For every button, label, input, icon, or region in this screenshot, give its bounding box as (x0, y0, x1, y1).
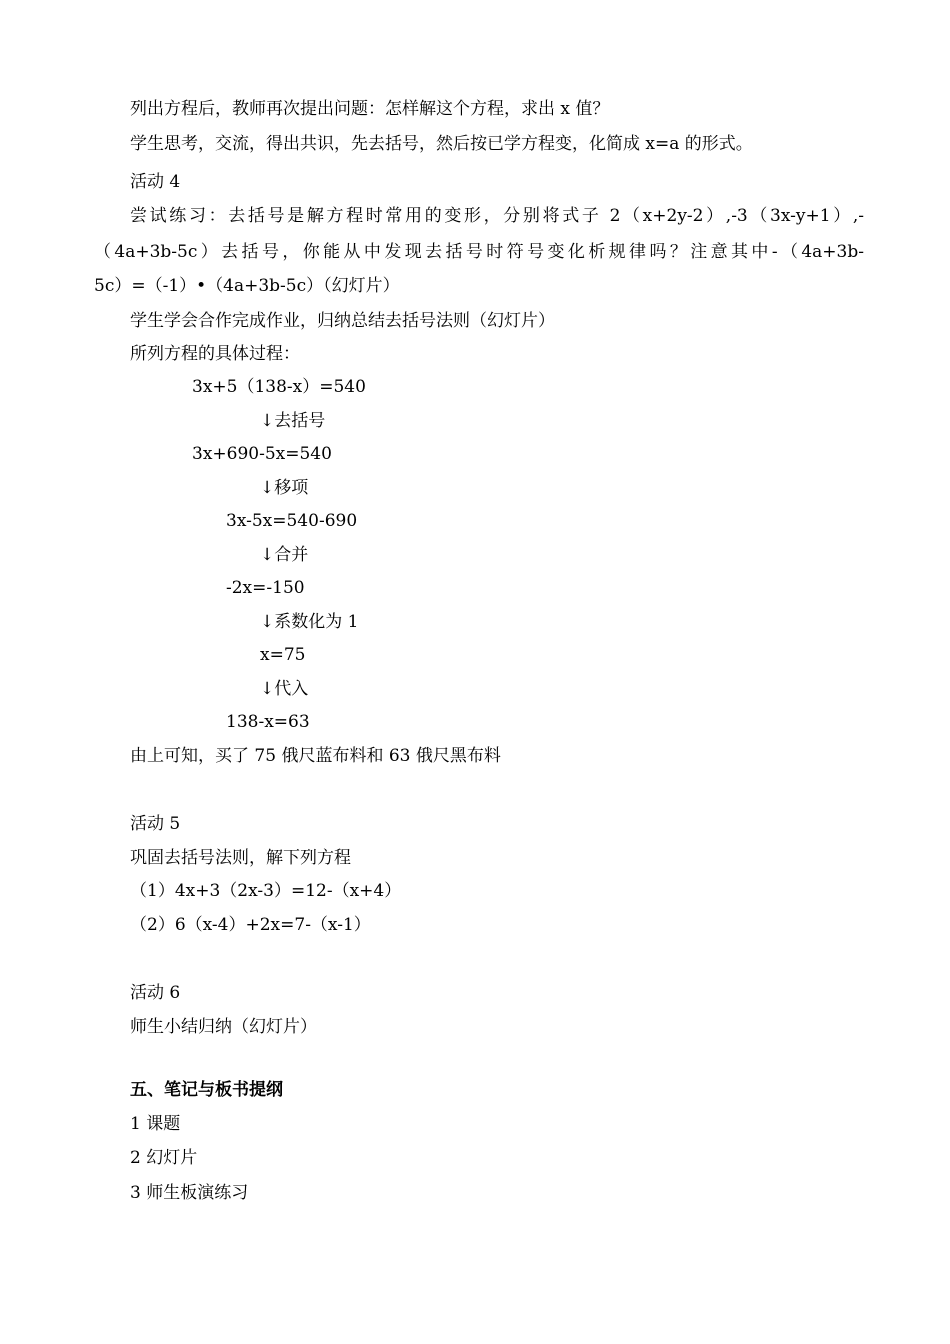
activity-4-heading: 活动 4 (130, 172, 181, 192)
paragraph-process-label: 所列方程的具体过程： (130, 344, 300, 364)
exercise-equation-2: （2）6（x-4）+2x=7-（x-1） (130, 915, 371, 935)
paragraph-conclusion: 由上可知，买了 75 俄尺蓝布料和 63 俄尺黑布料 (130, 746, 501, 766)
equation-step: -2x=-150 (226, 578, 305, 598)
paragraph-cooperate: 学生学会合作完成作业，归纳总结去括号法则（幻灯片） (130, 311, 555, 331)
step-arrow-label: ↓移项 (260, 478, 309, 498)
step-arrow-label: ↓合并 (260, 545, 309, 565)
step-arrow-label: ↓系数化为 1 (260, 612, 359, 632)
equation-step: 3x+690-5x=540 (192, 444, 332, 464)
exercise-equation-1: （1）4x+3（2x-3）=12-（x+4） (130, 881, 402, 901)
paragraph-practice-line-3: 5c）=（-1）•（4a+3b-5c）（幻灯片） (94, 276, 400, 296)
equation-step: 3x-5x=540-690 (226, 511, 358, 531)
equation-step: x=75 (260, 645, 306, 665)
outline-item: 3 师生板演练习 (130, 1183, 249, 1203)
paragraph-question: 列出方程后，教师再次提出问题：怎样解这个方程，求出 x 值？ (130, 99, 610, 119)
activity-6-heading: 活动 6 (130, 983, 181, 1003)
step-arrow-label: ↓代入 (260, 679, 309, 699)
equation-step: 138-x=63 (226, 712, 310, 732)
outline-item: 1 课题 (130, 1114, 181, 1134)
section-5-heading: 五、笔记与板书提纲 (130, 1080, 283, 1100)
activity-5-heading: 活动 5 (130, 814, 181, 834)
paragraph-practice-line-2: （4a+3b-5c）去括号，你能从中发现去括号时符号变化析规律吗？注意其中-（4a+3b- (94, 242, 864, 262)
paragraph-practice-line-1: 尝试练习：去括号是解方程时常用的变形，分别将式子 2（x+2y-2）,-3（3x-y+1）,- (130, 206, 864, 226)
paragraph-students-discuss: 学生思考，交流，得出共识，先去括号，然后按已学方程变，化简成 x=a 的形式。 (130, 134, 753, 154)
step-arrow-label: ↓去括号 (260, 411, 326, 431)
equation-step: 3x+5（138-x）=540 (192, 377, 366, 397)
paragraph-summary: 师生小结归纳（幻灯片） (130, 1017, 317, 1037)
outline-item: 2 幻灯片 (130, 1148, 198, 1168)
paragraph-consolidate: 巩固去括号法则，解下列方程 (130, 848, 351, 868)
